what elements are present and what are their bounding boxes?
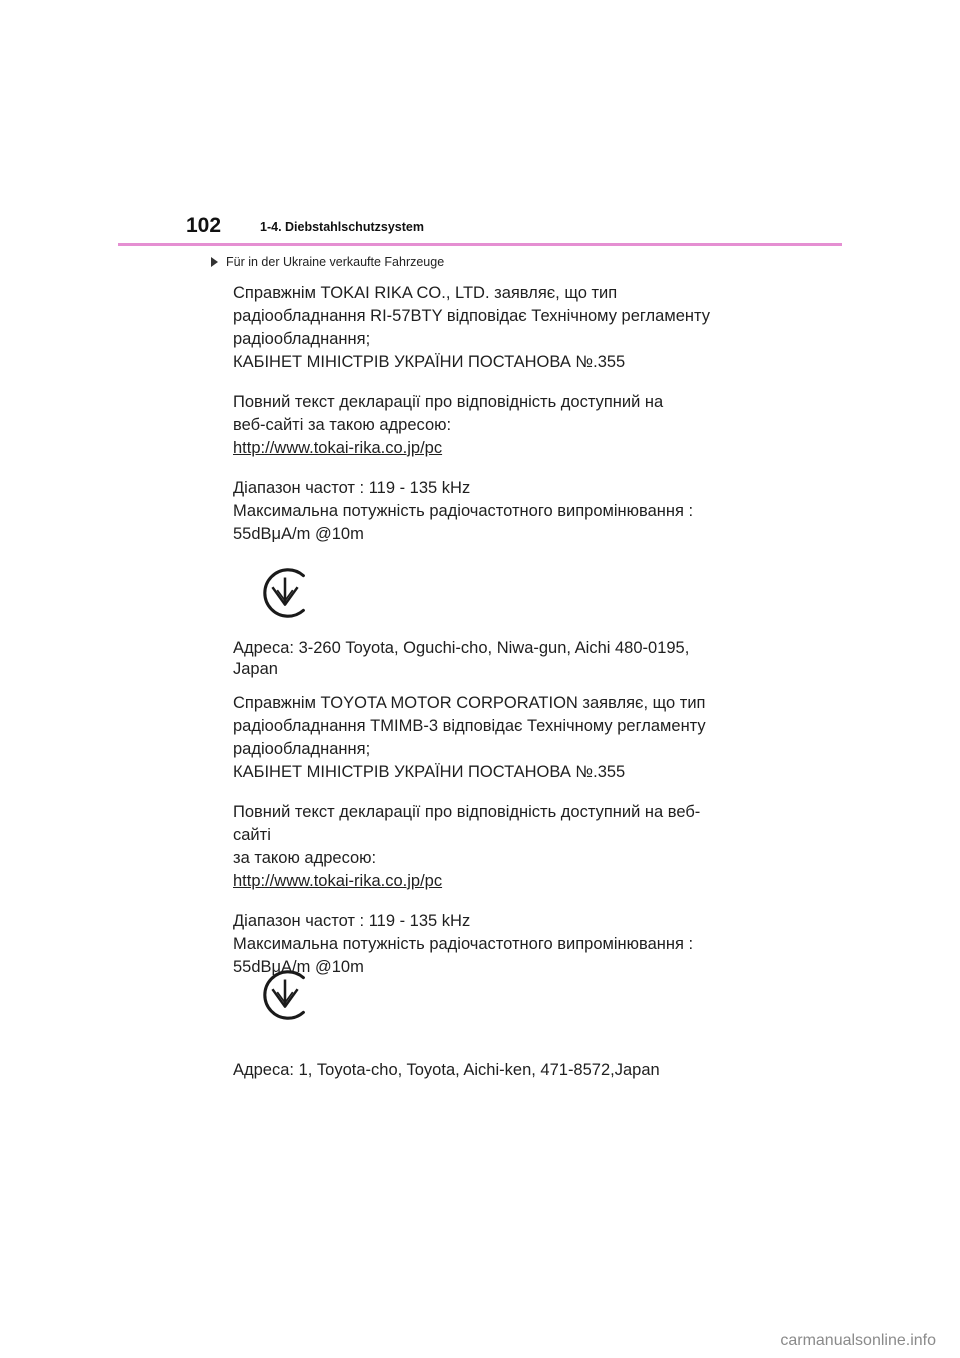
declaration-2-frequency: Діапазон частот : 119 - 135 kHz xyxy=(233,912,471,930)
declaration-2-fulltext-line: за такою адресою: xyxy=(233,849,377,867)
declaration-1-fulltext-line: Повний текст декларації про відповідність доступний на xyxy=(233,393,664,411)
ukraine-conformity-mark-icon xyxy=(256,564,314,622)
declaration-1-power-label: Максимальна потужність радіочастотного випромінювання : xyxy=(233,502,694,520)
declaration-1-frequency: Діапазон частот : 119 - 135 kHz xyxy=(233,479,471,497)
chapter-title: 1-4. Diebstahlschutzsystem xyxy=(260,220,424,234)
section-subtitle-text: Für in der Ukraine verkaufte Fahrzeuge xyxy=(226,255,445,269)
ukraine-conformity-mark-icon xyxy=(256,966,314,1024)
header-divider xyxy=(118,243,842,246)
section-subtitle xyxy=(211,255,444,269)
declaration-1-address-line: Japan xyxy=(233,660,278,678)
declaration-1-line: радіообладнання; xyxy=(233,330,371,348)
declaration-1-url-link[interactable]: http://www.tokai-rika.co.jp/pc xyxy=(233,439,443,457)
declaration-1-line: Справжнім TOKAI RIKA CO., LTD. заявляє, що тип xyxy=(233,284,618,302)
declaration-2-line: КАБІНЕТ МІНІСТРІВ УКРАЇНИ ПОСТАНОВА №.355 xyxy=(233,763,626,781)
declaration-2-power-value: 55dBμA/m @10m xyxy=(233,958,364,976)
declaration-2-url-link[interactable]: http://www.tokai-rika.co.jp/pc xyxy=(233,872,443,890)
declaration-1 xyxy=(233,282,733,546)
triangle-right-icon xyxy=(211,257,218,267)
declaration-1-line: КАБІНЕТ МІНІСТРІВ УКРАЇНИ ПОСТАНОВА №.355 xyxy=(233,353,626,371)
declaration-1-line: радіообладнання RI-57BTY відповідає Технічному регламенту xyxy=(233,307,710,325)
declaration-2-fulltext-line: Повний текст декларації про відповідність доступний на веб-сайті xyxy=(233,803,701,844)
declaration-2-line: Справжнім TOYOTA MOTOR CORPORATION заявляє, що тип xyxy=(233,694,706,712)
watermark: carmanualsonline.info xyxy=(780,1332,936,1349)
declaration-2-line: радіообладнання; xyxy=(233,740,371,758)
declaration-2-address: Адреса: 1, Toyota-cho, Toyota, Aichi-ken, 471-8572,Japan xyxy=(233,1061,660,1079)
declaration-2-line: радіообладнання TMIMB-3 відповідає Технічному регламенту xyxy=(233,717,706,735)
declaration-2 xyxy=(233,692,733,979)
declaration-1-address-line: Адреса: 3-260 Toyota, Oguchi-cho, Niwa-gun, Aichi 480-0195, xyxy=(233,639,690,657)
declaration-1-fulltext-line: веб-сайті за такою адресою: xyxy=(233,416,452,434)
page-number: 102 xyxy=(186,214,222,237)
declaration-1-address xyxy=(233,638,713,680)
declaration-1-power-value: 55dBμA/m @10m xyxy=(233,525,364,543)
declaration-2-power-label: Максимальна потужність радіочастотного випромінювання : xyxy=(233,935,694,953)
